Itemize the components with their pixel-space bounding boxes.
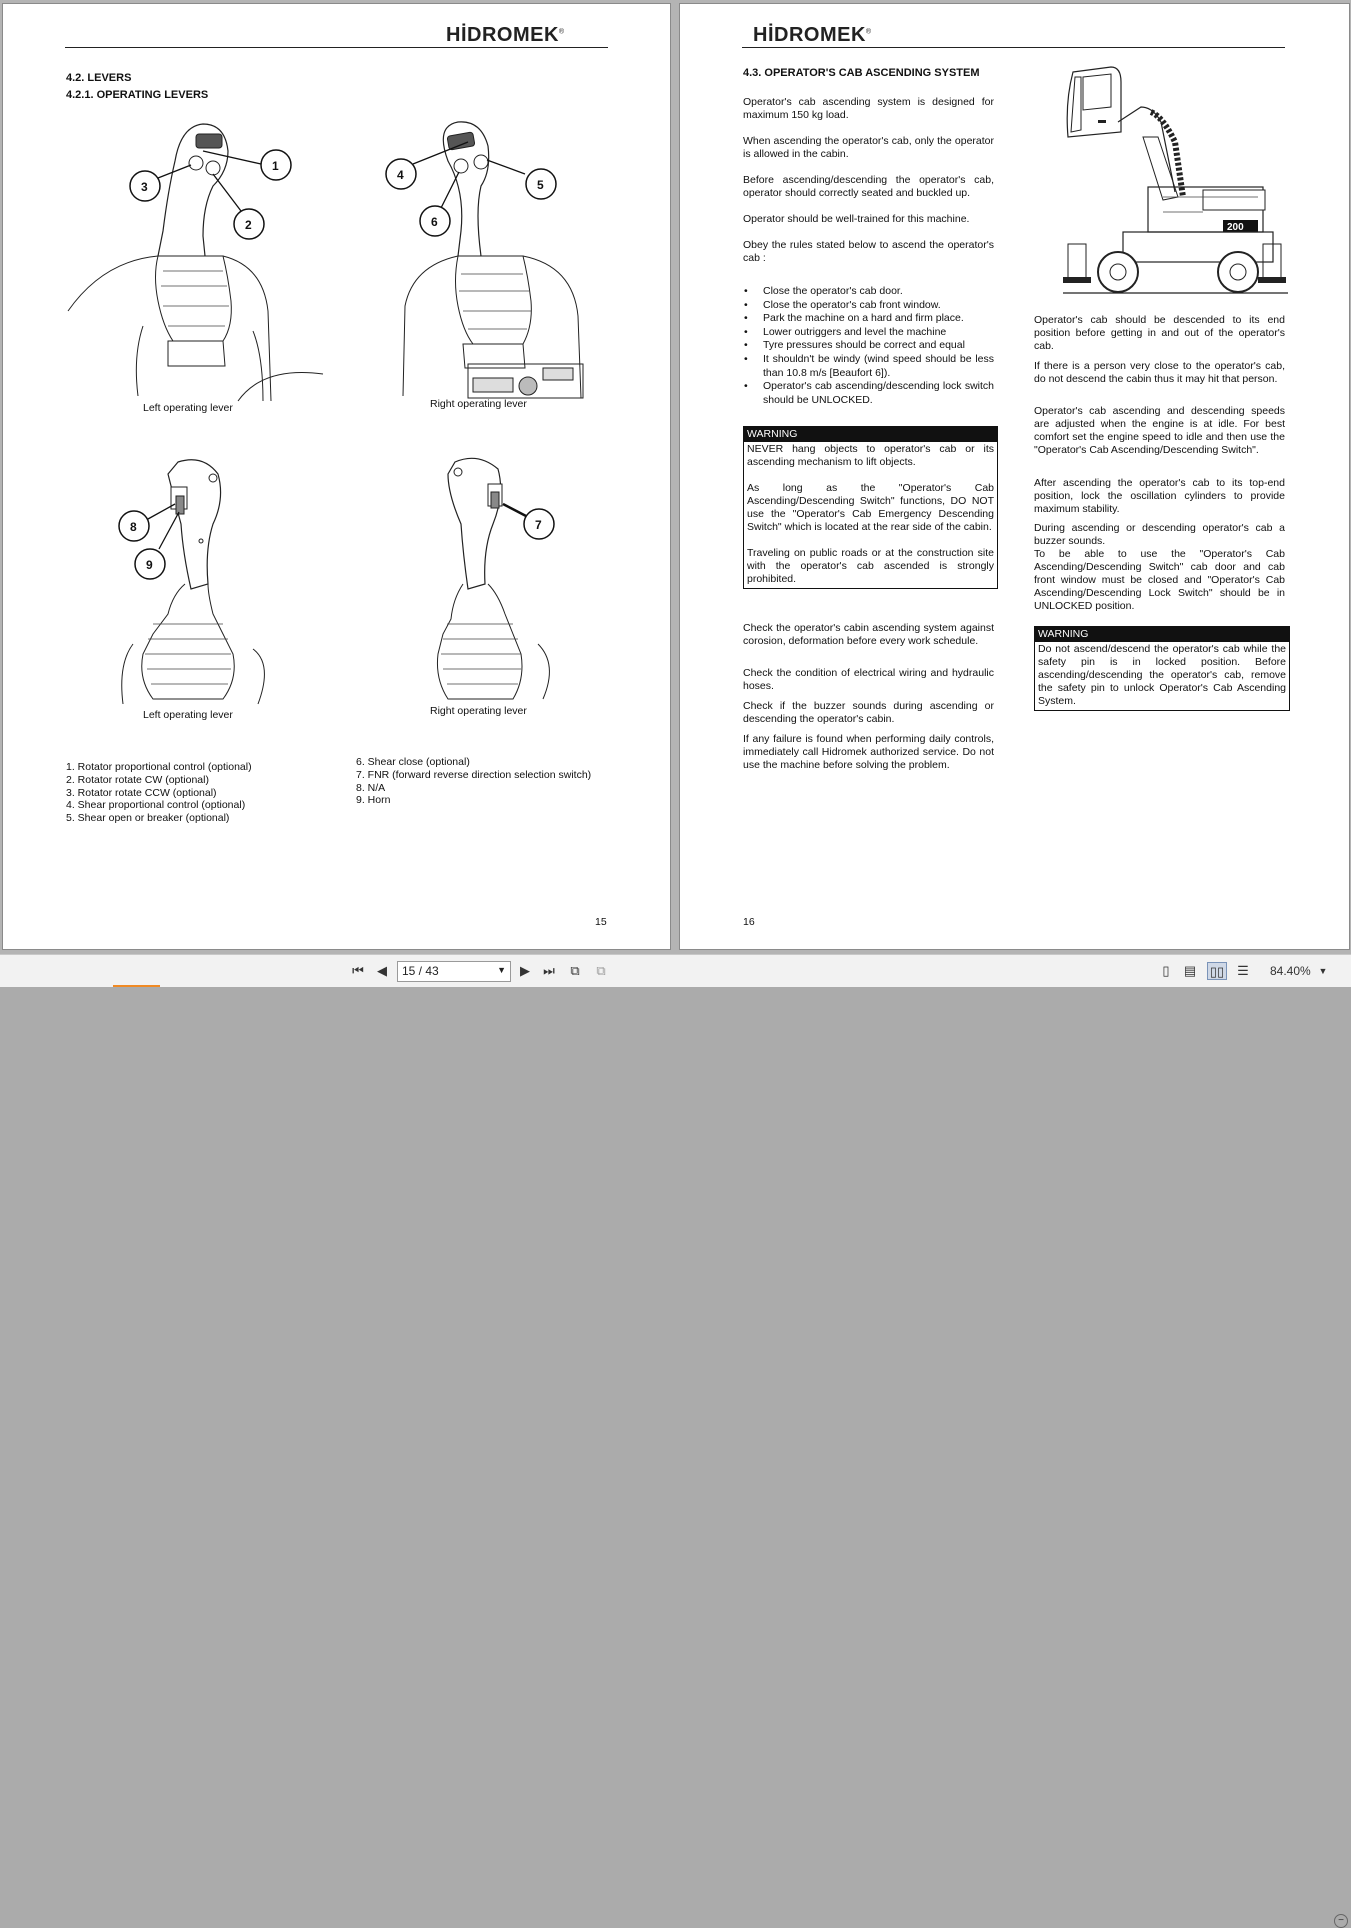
section-title: 4.2. LEVERS <box>66 72 132 84</box>
left-lever-side-figure <box>113 454 273 709</box>
page-number: 16 <box>743 916 755 928</box>
svg-text:2: 2 <box>245 218 252 232</box>
single-page-view-icon[interactable]: ▯ <box>1162 963 1170 978</box>
caption-right-lever-bottom: Right operating lever <box>430 705 527 717</box>
warning-text: NEVER hang objects to operator's cab or its ascending mechanism to lift objects. <box>747 443 994 468</box>
page-16 <box>679 3 1350 950</box>
list-item: • Close the operator's cab door. <box>743 285 994 299</box>
two-page-view-icon[interactable]: ▯▯ <box>1207 962 1227 980</box>
svg-text:4: 4 <box>397 168 404 182</box>
svg-text:1: 1 <box>272 159 279 173</box>
legend-item: 4. Shear proportional control (optional) <box>66 799 246 812</box>
paragraph: When ascending the operator's cab, only the operator is allowed in the cabin. <box>743 135 994 160</box>
continuous-view-icon[interactable]: ▤ <box>1183 963 1197 978</box>
header-rule <box>65 47 608 48</box>
brand-logo: HİDROMEK® <box>753 24 872 46</box>
first-page-icon[interactable]: ⏮ <box>352 963 364 978</box>
legend-list-left <box>66 761 326 825</box>
rules-list <box>743 285 994 407</box>
paragraph: Operator's cab ascending system is designed for maximum 150 kg load. <box>743 96 994 121</box>
list-item: • Park the machine on a hard and firm place. <box>743 312 994 326</box>
legend-item: 5. Shear open or breaker (optional) <box>66 812 230 825</box>
warning-text: As long as the "Operator's Cab Ascending/Descending Switch" functions, DO NOT use the "Operator's Cab Emergency Descending Switch" which is located at the rear side of the cabin. <box>747 482 994 533</box>
svg-text:200: 200 <box>1227 222 1244 233</box>
brand-logo: HİDROMEK® <box>446 24 565 46</box>
paragraph: To be able to use the "Operator's Cab Ascending/Descending Switch" cab door and cab front window must be closed and "Operator's Cab Ascending/Descending Lock Switch" should be in UNLOCKED position. <box>1034 548 1285 612</box>
paragraph: If there is a person very close to the operator's cab, do not descend the cabin thus it may hit that person. <box>1034 360 1285 385</box>
svg-text:9: 9 <box>146 558 153 572</box>
legend-list-right <box>356 756 656 807</box>
list-item: • Tyre pressures should be correct and equal <box>743 339 994 353</box>
svg-text:8: 8 <box>130 520 137 534</box>
zoom-dropdown-icon[interactable]: ▼ <box>1318 966 1328 976</box>
caption-right-lever-top: Right operating lever <box>430 398 527 410</box>
section-title: 4.3. OPERATOR'S CAB ASCENDING SYSTEM <box>743 67 980 79</box>
warning-box-2 <box>1034 626 1290 711</box>
list-item: • Lower outriggers and level the machine <box>743 326 994 340</box>
copy-page-icon[interactable]: ⧉ <box>596 963 606 978</box>
paragraph: If any failure is found when performing daily controls, immediately call Hidromek authorized service. Do not use the machine before solving the problem. <box>743 733 994 771</box>
caption-left-lever-top: Left operating lever <box>143 402 233 414</box>
svg-text:6: 6 <box>431 215 438 229</box>
zoom-out-icon[interactable]: − <box>1334 1914 1348 1928</box>
caption-left-lever-bottom: Left operating lever <box>143 709 233 721</box>
zoom-level[interactable]: 84.40% <box>1270 964 1311 978</box>
legend-item: 7. FNR (forward reverse direction selection switch) <box>356 768 592 781</box>
last-page-icon[interactable]: ⏭ <box>543 963 555 978</box>
legend-item: 3. Rotator rotate CCW (optional) <box>66 786 217 799</box>
list-item: • Close the operator's cab front window. <box>743 299 994 313</box>
warning-text: Do not ascend/descend the operator's cab while the safety pin is in locked position. Before ascending/descending the operator's cab, remove the safety pin to unlock Operator's Cab Ascending System. <box>1038 643 1286 707</box>
legend-item: 8. N/A <box>356 781 386 794</box>
list-item: • It shouldn't be windy (wind speed should be less than 10.8 m/s [Beaufort 6]). <box>743 353 994 380</box>
header-rule <box>742 47 1285 48</box>
paragraph: Check the operator's cabin ascending system against corosion, deformation before every work schedule. <box>743 622 994 647</box>
warning-title: WARNING <box>1035 627 1289 642</box>
paragraph: Operator's cab ascending and descending speeds are adjusted when the engine is at idle. For best comfort set the engine speed to idle and then use the "Operator's Cab Ascending/Descending Switch". <box>1034 405 1285 456</box>
legend-item: 1. Rotator proportional control (optional) <box>66 761 252 773</box>
rotate-page-icon[interactable]: ⧉ <box>570 963 580 978</box>
left-lever-front-figure <box>63 116 283 406</box>
paragraph: Before ascending/descending the operator's cab, operator should correctly seated and buckled up. <box>743 174 994 199</box>
paragraph: Check the condition of electrical wiring and hydraulic hoses. <box>743 667 994 692</box>
legend-item: 9. Horn <box>356 794 391 807</box>
machine-figure <box>1063 62 1288 297</box>
svg-text:3: 3 <box>141 180 148 194</box>
warning-box-1 <box>743 426 998 589</box>
page-number-value: 15 / 43 <box>402 964 439 978</box>
page-15 <box>2 3 671 950</box>
warning-text: Traveling on public roads or at the construction site with the operator's cab ascended is strongly prohibited. <box>747 547 994 585</box>
paragraph: Check if the buzzer sounds during ascending or descending the operator's cabin. <box>743 700 994 725</box>
legend-item: 2. Rotator rotate CW (optional) <box>66 773 209 786</box>
subsection-title: 4.2.1. OPERATING LEVERS <box>66 89 209 101</box>
paragraph: Operator should be well-trained for this machine. <box>743 213 970 225</box>
chevron-down-icon: ▼ <box>497 965 506 975</box>
paragraph: Obey the rules stated below to ascend the operator's cab : <box>743 239 994 264</box>
paragraph: During ascending or descending operator's cab a buzzer sounds. <box>1034 522 1285 547</box>
page-number-select[interactable] <box>397 961 511 982</box>
pdf-toolbar <box>0 954 1351 1926</box>
warning-title: WARNING <box>744 427 997 442</box>
svg-text:5: 5 <box>537 178 544 192</box>
page-number: 15 <box>595 916 607 928</box>
right-lever-front-figure <box>373 116 588 401</box>
svg-text:7: 7 <box>535 518 542 532</box>
paragraph: After ascending the operator's cab to its top-end position, lock the oscillation cylinders to provide maximum stability. <box>1034 477 1285 515</box>
taskbar-indicator <box>113 985 160 987</box>
list-item: • Operator's cab ascending/descending lock switch should be UNLOCKED. <box>743 380 994 407</box>
two-page-continuous-icon[interactable]: ☰ <box>1237 963 1249 978</box>
next-page-icon[interactable]: ▶ <box>520 963 530 978</box>
previous-page-icon[interactable]: ◀ <box>377 963 387 978</box>
right-lever-side-figure <box>413 454 573 704</box>
legend-item: 6. Shear close (optional) <box>356 756 470 768</box>
paragraph: Operator's cab should be descended to its end position before getting in and out of the operator's cab. <box>1034 314 1285 352</box>
